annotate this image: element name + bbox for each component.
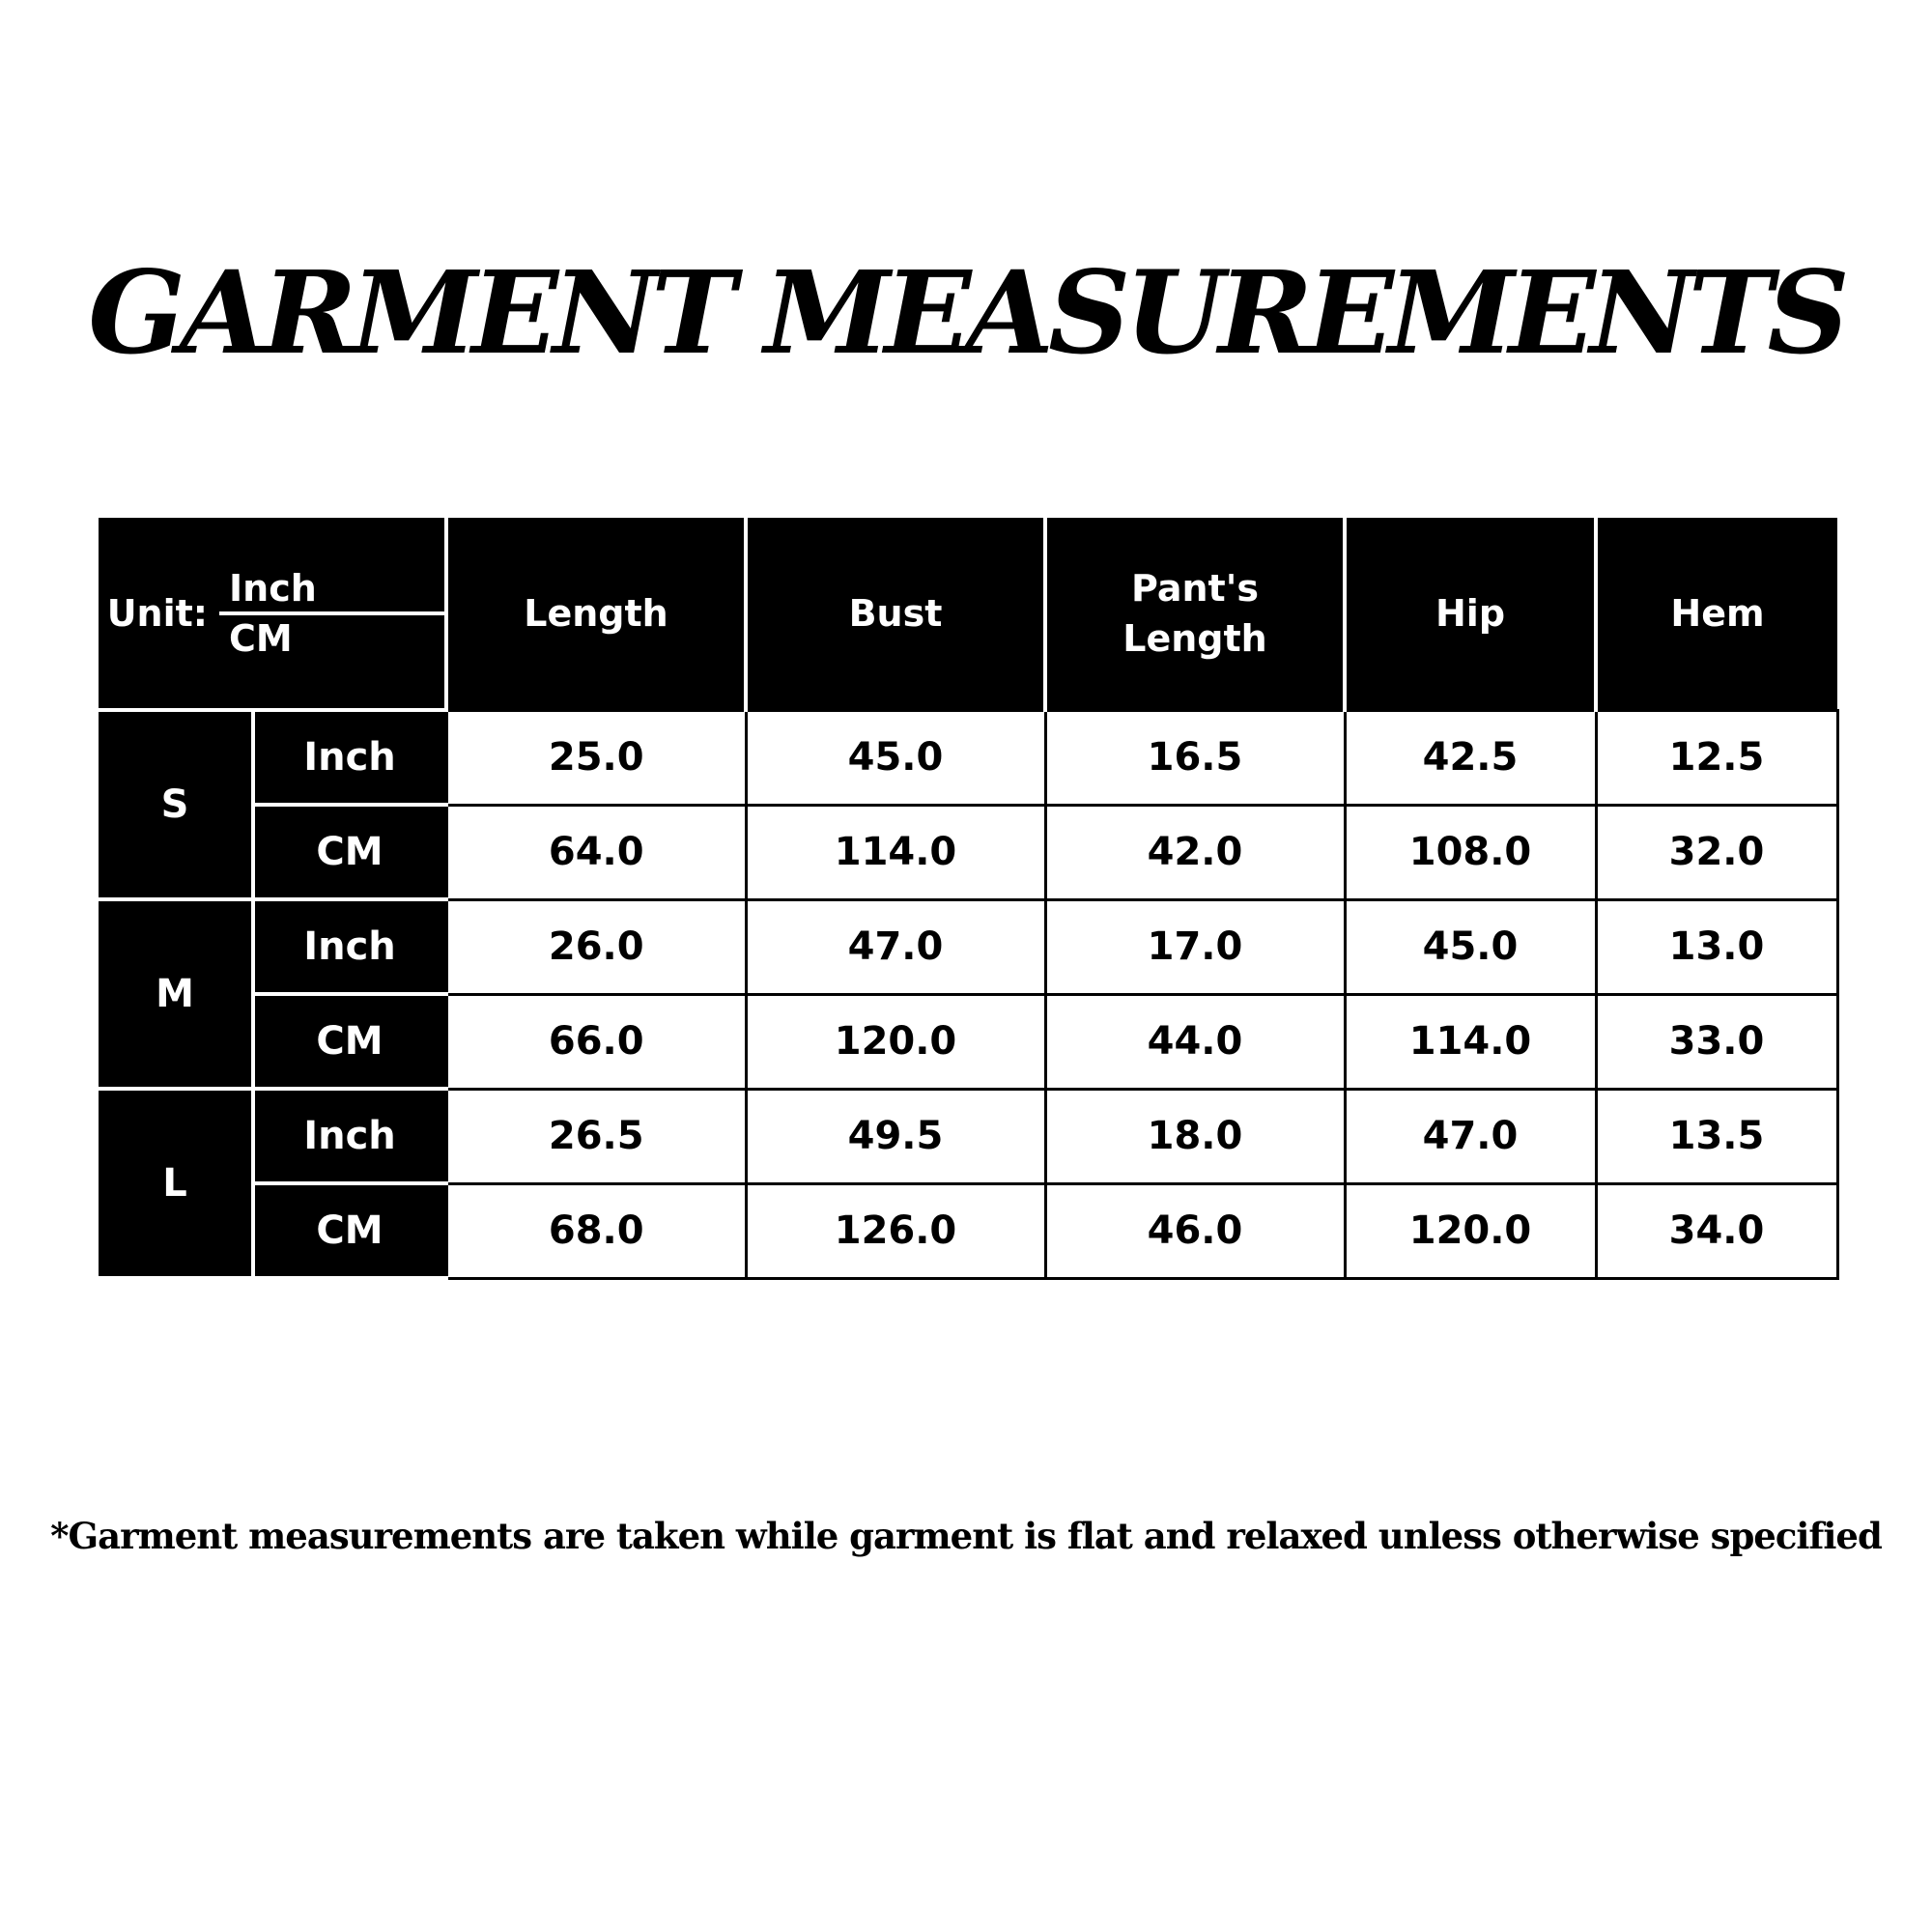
table-cell: 66.0 (446, 994, 746, 1089)
table-cell: 13.0 (1596, 899, 1837, 994)
table-cell: 46.0 (1045, 1183, 1345, 1278)
table-cell: 108.0 (1345, 805, 1596, 899)
table-cell: 45.0 (1345, 899, 1596, 994)
table-cell: 18.0 (1045, 1089, 1345, 1183)
table-cell: 44.0 (1045, 994, 1345, 1089)
table-row (99, 1089, 1837, 1183)
table-cell: 34.0 (1596, 1183, 1837, 1278)
size-label: L (99, 1089, 253, 1278)
table-cell: 64.0 (446, 805, 746, 899)
table-cell: 32.0 (1596, 805, 1837, 899)
row-unit-cm: CM (253, 994, 446, 1089)
row-unit-inch: Inch (253, 899, 446, 994)
table-cell: 26.0 (446, 899, 746, 994)
column-header-hip: Hip (1345, 518, 1596, 710)
table-cell: 114.0 (1345, 994, 1596, 1089)
table-cell: 49.5 (746, 1089, 1045, 1183)
unit-cm-label: CM (229, 616, 293, 660)
column-header-length: Length (446, 518, 746, 710)
column-header-pants-length: Pant's Length (1045, 518, 1345, 710)
table-cell: 33.0 (1596, 994, 1837, 1089)
table-cell: 47.0 (746, 899, 1045, 994)
footnote: *Garment measurements are taken while garment is flat and relaxed unless otherwise specified (50, 1515, 1882, 1557)
row-unit-cm: CM (253, 805, 446, 899)
table-row (99, 805, 1837, 899)
table-cell: 45.0 (746, 710, 1045, 805)
table-cell: 42.0 (1045, 805, 1345, 899)
table-cell: 47.0 (1345, 1089, 1596, 1183)
unit-inch-label: Inch (219, 565, 444, 615)
page-title: GARMENT MEASUREMENTS (88, 245, 1844, 380)
table-cell: 120.0 (746, 994, 1045, 1089)
table-cell: 25.0 (446, 710, 746, 805)
table-row (99, 994, 1837, 1089)
unit-header (99, 518, 446, 710)
table-cell: 42.5 (1345, 710, 1596, 805)
table-row (99, 710, 1837, 805)
table-cell: 16.5 (1045, 710, 1345, 805)
table-cell: 68.0 (446, 1183, 746, 1278)
size-label: M (99, 899, 253, 1089)
table-cell: 120.0 (1345, 1183, 1596, 1278)
row-unit-inch: Inch (253, 710, 446, 805)
size-label: S (99, 710, 253, 899)
size-chart-table (99, 518, 1839, 1280)
table-cell: 12.5 (1596, 710, 1837, 805)
row-unit-inch: Inch (253, 1089, 446, 1183)
table-cell: 114.0 (746, 805, 1045, 899)
table-cell: 26.5 (446, 1089, 746, 1183)
unit-label: Unit: (106, 591, 208, 635)
table-cell: 17.0 (1045, 899, 1345, 994)
table-cell: 126.0 (746, 1183, 1045, 1278)
table-row (99, 899, 1837, 994)
table-cell: 13.5 (1596, 1089, 1837, 1183)
column-header-hem: Hem (1596, 518, 1837, 710)
header-row (99, 518, 1837, 710)
row-unit-cm: CM (253, 1183, 446, 1278)
column-header-bust: Bust (746, 518, 1045, 710)
table-row (99, 1183, 1837, 1278)
